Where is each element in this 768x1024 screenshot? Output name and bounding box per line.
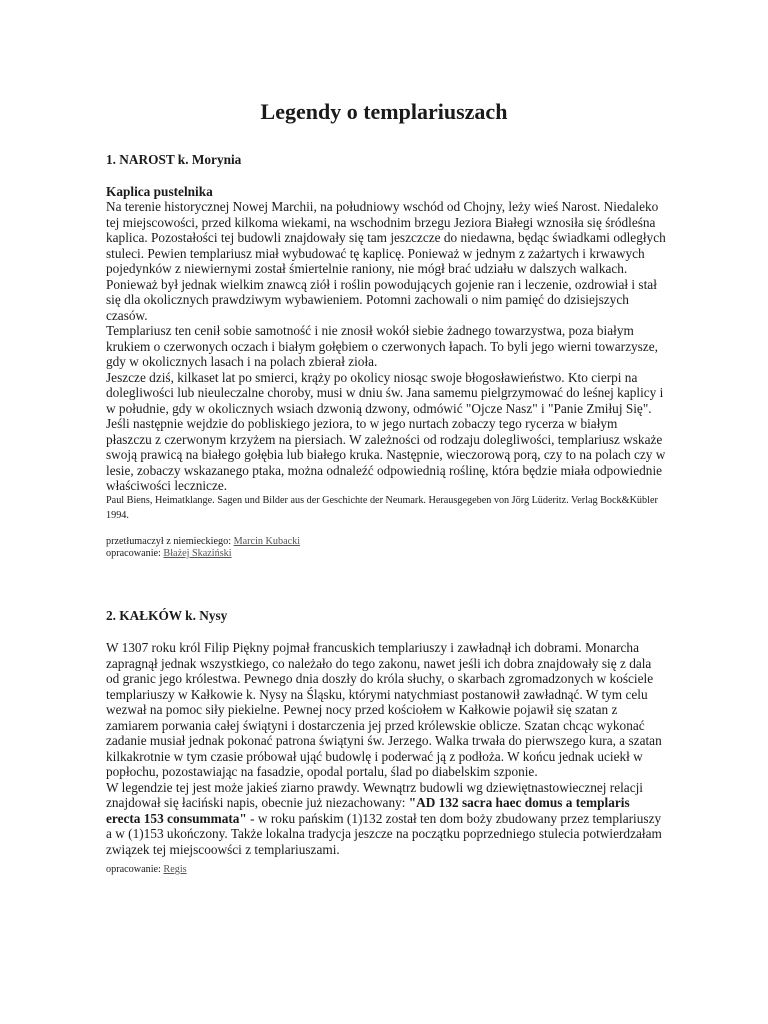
section-2-credits (106, 864, 666, 876)
editor-link-2[interactable]: Regis (163, 864, 187, 875)
translator-line (106, 536, 666, 548)
section-1-source: Paul Biens, Heimatklange. Sagen und Bilder aus der Geschichte der Neumark. Herausgegeben von Jörg Lüderitz. Verlag Bock&Kübler 1994. (106, 495, 658, 521)
section-2-paragraph-1: W 1307 roku król Filip Piękny pojmał francuskich templariuszy i zawładnął ich dobrami. Monarcha zapragnął jednak wszystkiego, co należało do tego zakonu, nawet jeśli ich dobra znajdowały się z dala od granic jego królestwa. Pewnego dnia doszły do króla słuchy, o skarbach zgromadzonych w kościele templariuszy w Kałkowie k. Nysy na Śląsku, którymi natychmiast postanowił zawładnąć. W tym celu wezwał na pomoc siły piekielne. Pewnej nocy przed kościołem w Kałkowie pojawił się szatan z zamiarem porwania całej świątyni i dostarczenia jej przed królewskie oblicze. Szatan chcąc wykonać zadanie musiał jednak pokonać patrona świątyni św. Jerzego. Walka trwała do pierwszego kura, a szatan kilkakrotnie w tym czasie próbował ująć budowlę i poderwać ją z podłoża. W końcu jednak uciekł w popłochu, pozostawiając na fasadzie, opodal portalu, ślad po diabelskim szponie. (106, 640, 662, 779)
section-1-body (106, 184, 666, 494)
section-2-paragraph-2 (106, 780, 666, 858)
section-1-text (106, 199, 666, 494)
editor-line-1 (106, 548, 666, 560)
section-1-heading: 1. NAROST k. Morynia (106, 152, 242, 167)
section-1-paragraph-3: Jeszcze dziś, kilkaset lat po smierci, krąży po okolicy niosąc swoje błogosławieństwo. Kto cierpi na dolegliwości lub nieuleczalne choroby, musi w dniu św. Jana samemu pielgrzymować do leśnej kaplicy i w południe, gdy w okolicznych wsiach dzwonią dzwony, odmówić "Ojcze Nasz" i "Panie Zmiłuj Się". Jeśli następnie wejdzie do pobliskiego jeziora, to w jego nurtach zobaczy tego rycerza w białym płaszczu z czerwonym krzyżem na piersiach. W zależności od rodzaju dolegliwości, templariusz wskaże swoją prawicą na białego gołębia lub białego kruka. Następnie, wieczorową porą, czy to na polach czy w lesie, zobaczy wskazanego ptaka, można odnaleźć odpowiednią roślinę, która będzie miała odpowiednie właściwości lecznicze. (106, 369, 666, 493)
section-2-heading: 2. KAŁKÓW k. Nysy (106, 608, 228, 623)
section-2-text (106, 640, 666, 857)
page-title: Legendy o templariuszach (260, 99, 508, 124)
section-1-credits (106, 536, 666, 560)
translated-label: przetłumaczył z niemieckiego: (106, 536, 232, 547)
edited-label-1: opracowanie: (106, 548, 161, 559)
latin-inscription: "AD 132 sacra haec domus a templaris erecta 153 consummata" (106, 795, 630, 826)
translator-link[interactable]: Marcin Kubacki (233, 536, 301, 547)
editor-link-1[interactable]: Błażej Skaziński (163, 548, 232, 559)
section-1-subheading: Kaplica pustelnika (106, 184, 213, 199)
section-1-paragraph-2: Templariusz ten cenił sobie samotność i nie znosił wokół siebie żadnego towarzystwa, poza białym krukiem o czerwonych oczach i białym gołębiem o czerwonych łapach. To byli jego wierni towarzysze, gdy w okolicznych lasach i na polach zbierał zioła. (106, 323, 658, 369)
edited-label-2: opracowanie: (106, 864, 161, 875)
section-1-paragraph-1: Na terenie historycznej Nowej Marchii, na południowy wschód od Chojny, leży wieś Narost. Niedaleko tej miejscowości, przed kilkoma wiekami, na wschodnim brzegu Jeziora Białegi wznosiła się śródleśna kaplica. Pozostałości tej budowli znajdowały się tam jeszczcze do niedawna, będąc świadkami odległych stuleci. Pewien templariusz miał wybudować tę kaplicę. Ponieważ w jednym z zażartych i krwawych pojedynków z niewiernymi został śmiertelnie raniony, nie mógł brać udziału w dalszych walkach. Ponieważ był jednak wielkim znawcą ziół i roślin powodujących gojenie ran i leczenie, ozdrowiał i stał się dla okolicznych prawdziwym wybawieniem. Potomni zachowali o nim pamięć do dzisiejszych czasów. (106, 199, 666, 323)
paragraph-2-end: - w roku pańskim (1)132 został ten dom boży zbudowany przez templariuszy a w (1)153 ukończony. Także lokalna tradycja jeszcze na początku poprzedniego stulecia potwierdzałam związek tej miejscoowści z templariuszami. (106, 810, 662, 857)
paragraph-2-start: W legendzie tej jest może jakieś ziarno prawdy. Wewnątrz budowli wg dziewiętnastowiecznej relacji znajdował się łaciński napis, obecnie już niezachowany: (106, 779, 643, 810)
